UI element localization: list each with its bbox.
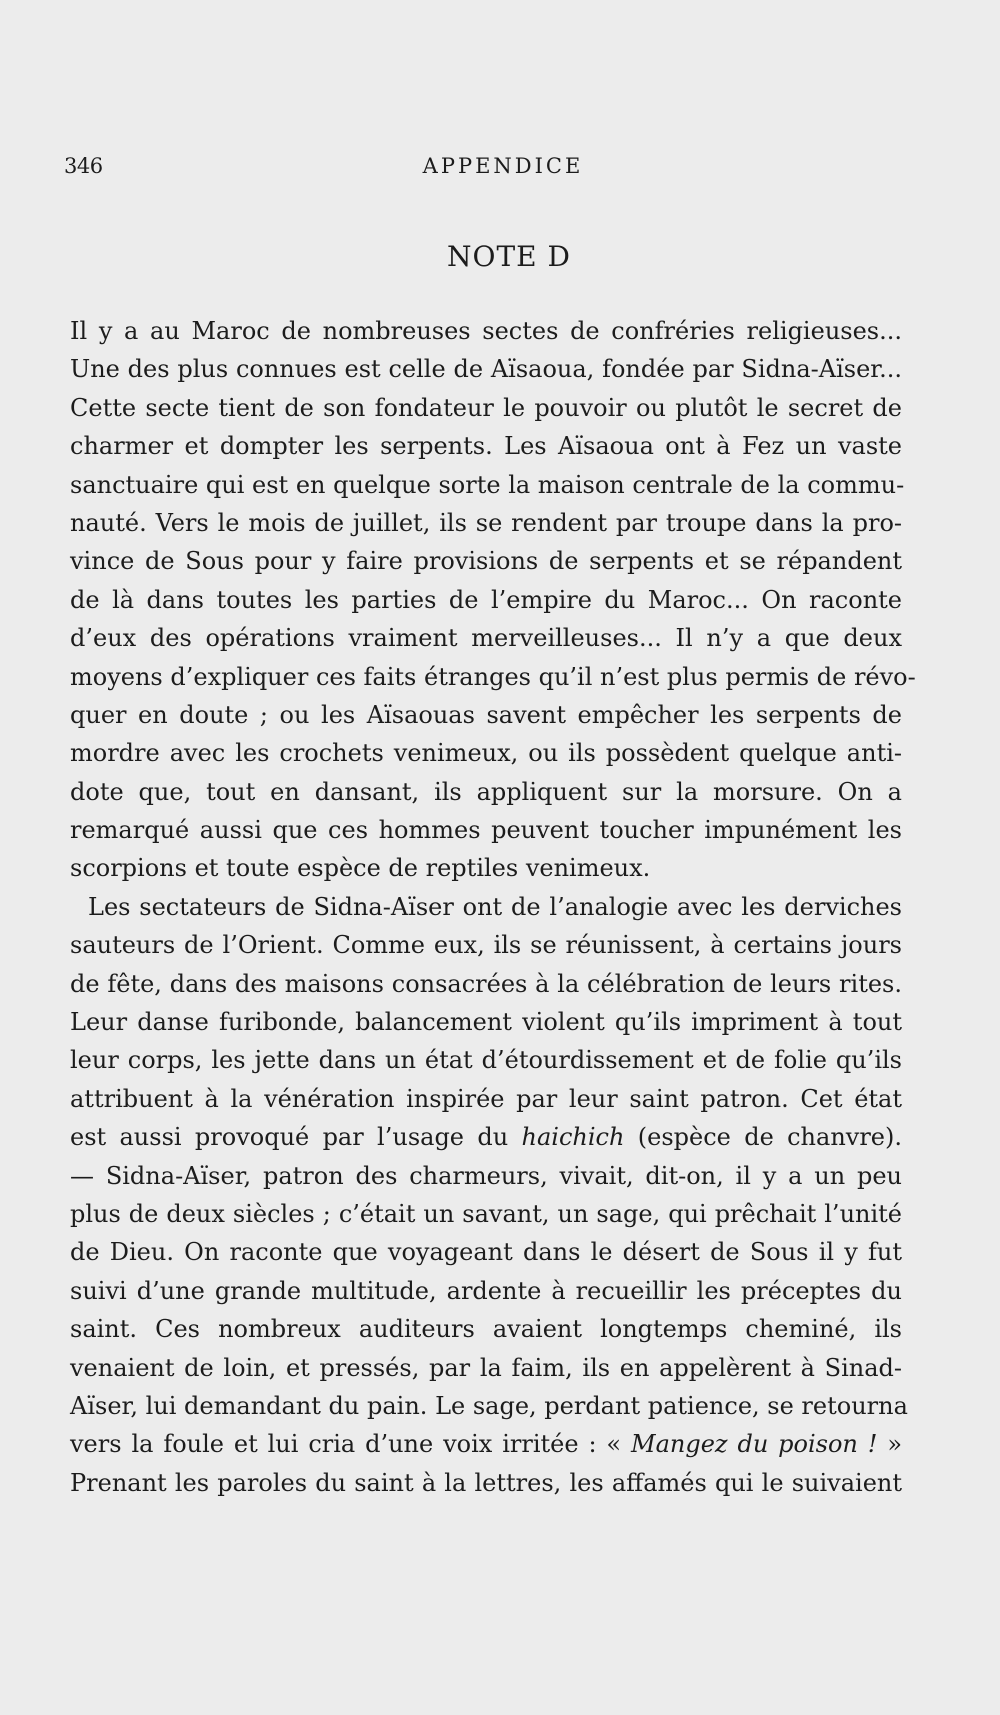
text-line: vince de Sous pour y faire provisions de serpents et se répandent — [70, 547, 902, 576]
text-line: dote que, tout en dansant, ils appliquent sur la morsure. On a — [70, 777, 902, 806]
text-line: quer en doute ; ou les Aïsaouas savent empêcher les serpents de — [70, 700, 902, 729]
text-line: Aïser, lui demandant du pain. Le sage, perdant patience, se retourna — [70, 1391, 908, 1420]
note-title: NOTE D — [447, 240, 571, 273]
text-line: Cette secte tient de son fondateur le pouvoir ou plutôt le secret de — [70, 393, 902, 422]
text-line: Leur danse furibonde, balancement violent qu’ils impriment à tout — [70, 1008, 902, 1037]
text-line: moyens d’expliquer ces faits étranges qu’il n’est plus permis de révo- — [70, 662, 916, 691]
text-line: — Sidna-Aïser, patron des charmeurs, vivait, dit-on, il y a un peu — [70, 1161, 902, 1190]
text-line: de fête, dans des maisons consacrées à la célébration de leurs rites. — [70, 969, 902, 998]
text-line: attribuent à la vénération inspirée par leur saint patron. Cet état — [70, 1084, 902, 1113]
running-head — [62, 154, 914, 186]
text-line: sauteurs de l’Orient. Comme eux, ils se réunissent, à certains jours — [70, 931, 902, 960]
page-number: 346 — [64, 154, 103, 178]
text-line: Une des plus connues est celle de Aïsaoua, fondée par Sidna-Aïser... — [70, 355, 902, 384]
text-line: saint. Ces nombreux auditeurs avaient longtemps cheminé, ils — [70, 1315, 902, 1344]
text-segment: » — [877, 1430, 902, 1459]
italic-term: haichich — [521, 1123, 625, 1152]
body-text — [70, 312, 916, 1502]
text-segment: (espèce de chanvre). — [624, 1123, 903, 1152]
text-line: sanctuaire qui est en quelque sorte la maison centrale de la commu- — [70, 470, 905, 499]
text-segment: vers la foule et lui cria d’une voix irritée : « — [70, 1430, 632, 1459]
text-line: Les sectateurs de Sidna-Aïser ont de l’analogie avec les derviches — [88, 892, 902, 921]
text-line: de Dieu. On raconte que voyageant dans le désert de Sous il y fut — [70, 1238, 902, 1267]
text-line: mordre avec les crochets venimeux, ou ils possèdent quelque anti- — [70, 739, 902, 768]
text-line: remarqué aussi que ces hommes peuvent toucher impunément les — [70, 816, 902, 845]
text-line: suivi d’une grande multitude, ardente à recueillir les préceptes du — [70, 1276, 902, 1305]
running-title: APPENDICE — [422, 154, 584, 178]
text-line: scorpions et toute espèce de reptiles venimeux. — [70, 854, 651, 883]
italic-quote: Mangez du poison ! — [631, 1430, 878, 1459]
text-segment: est aussi provoqué par l’usage du — [70, 1123, 522, 1152]
text-line: plus de deux siècles ; c’était un savant, un sage, qui prêchait l’unité — [70, 1199, 902, 1228]
text-line-with-italic — [70, 1425, 902, 1463]
text-line: leur corps, les jette dans un état d’étourdissement et de folie qu’ils — [70, 1046, 902, 1075]
text-line: Prenant les paroles du saint à la lettres, les affamés qui le suivaient — [70, 1468, 902, 1497]
text-line: charmer et dompter les serpents. Les Aïsaoua ont à Fez un vaste — [70, 432, 902, 461]
text-line: venaient de loin, et pressés, par la faim, ils en appelèrent à Sinad- — [70, 1353, 902, 1382]
text-line-with-italic — [70, 1118, 902, 1156]
text-line: nauté. Vers le mois de juillet, ils se rendent par troupe dans la pro- — [70, 508, 902, 537]
text-line: de là dans toutes les parties de l’empire du Maroc... On raconte — [70, 585, 902, 614]
text-line: Il y a au Maroc de nombreuses sectes de confréries religieuses... — [70, 317, 902, 345]
text-line: d’eux des opérations vraiment merveilleuses... Il n’y a que deux — [70, 624, 902, 653]
